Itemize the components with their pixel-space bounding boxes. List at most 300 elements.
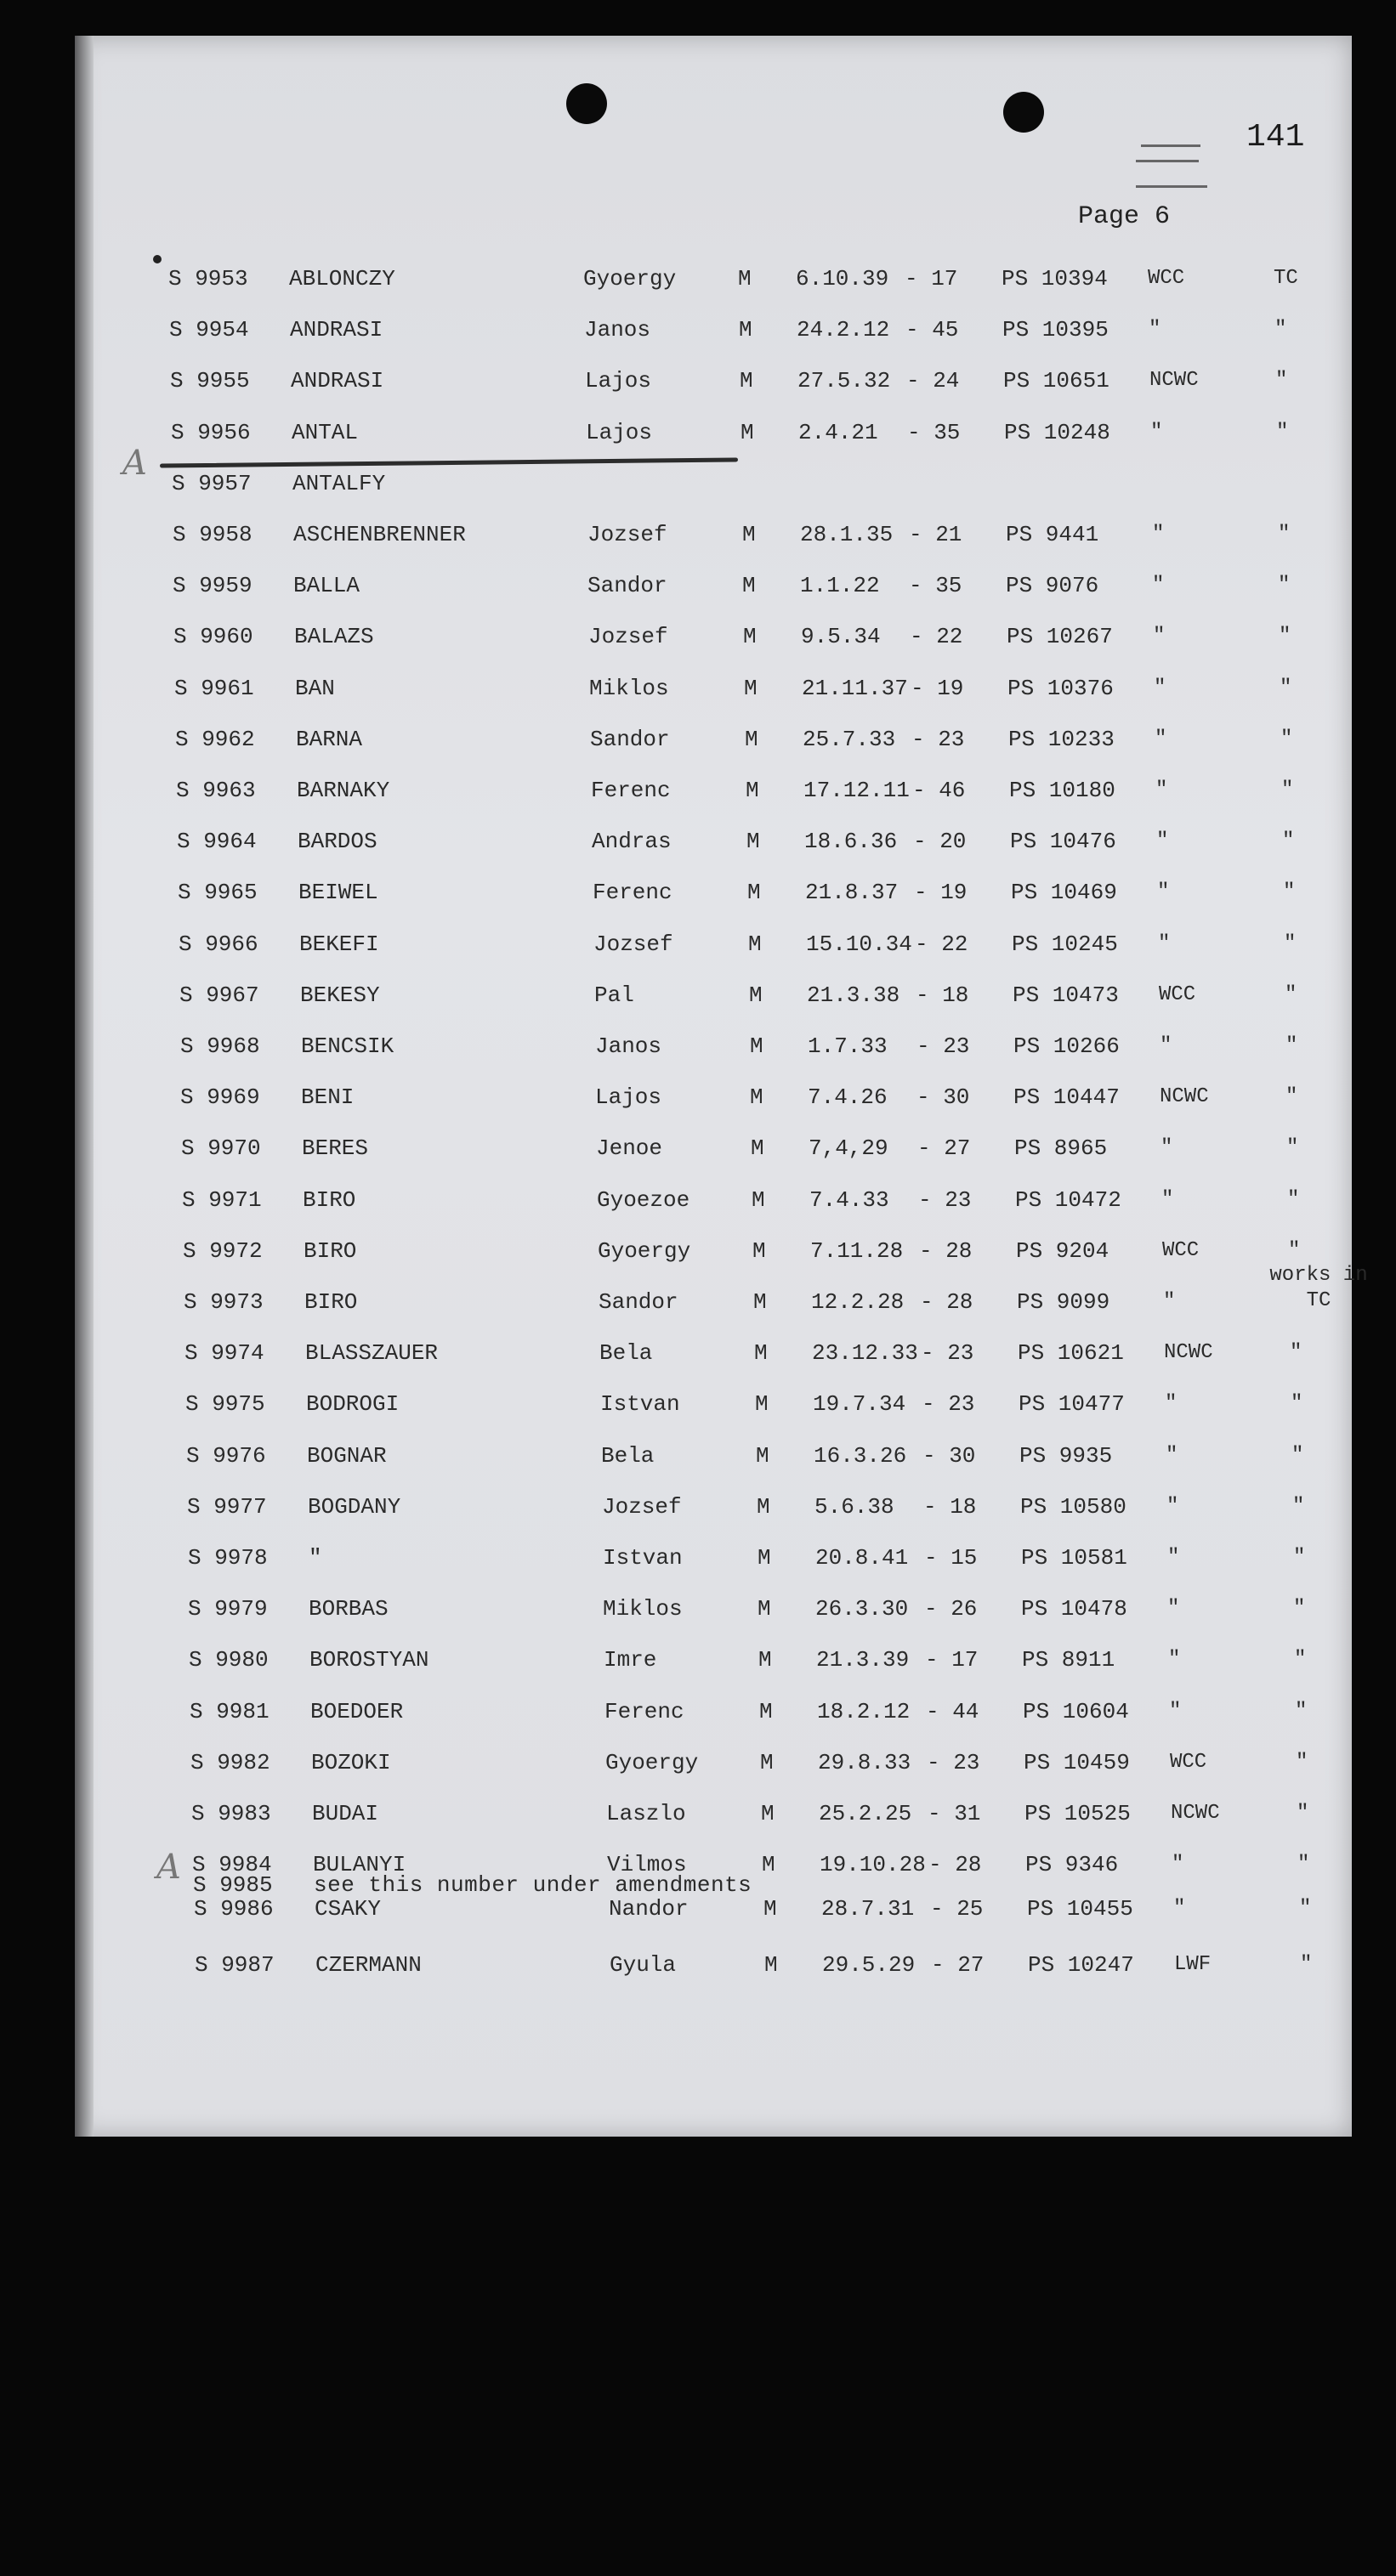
stamp-mark <box>1141 144 1200 147</box>
cell-dob: 7,4,29 <box>809 1135 888 1161</box>
cell-surname: BUDAI <box>312 1801 379 1826</box>
cell-given: Jozsef <box>593 931 673 957</box>
cell-id: S 9985 <box>193 1872 273 1898</box>
cell-org: " <box>1155 778 1168 801</box>
cell-place: " <box>1285 1085 1298 1108</box>
cell-given: Miklos <box>589 676 669 701</box>
cell-org: " <box>1161 1188 1174 1211</box>
cell-surname: BOROSTYAN <box>309 1647 429 1673</box>
cell-org: WCC <box>1170 1751 1207 1774</box>
cell-ps: PS 10455 <box>1027 1896 1133 1922</box>
cell-sex: M <box>749 982 763 1008</box>
cell-id: S 9979 <box>188 1596 268 1622</box>
cell-dob: 2.4.21 <box>798 420 878 445</box>
margin-mark-a: A <box>156 1848 181 1887</box>
cell-id: S 9972 <box>183 1238 263 1264</box>
cell-dob: 21.8.37 <box>805 880 899 905</box>
cell-dob: 29.8.33 <box>818 1750 911 1775</box>
cell-dob: 25.7.33 <box>803 727 896 752</box>
cell-surname: " <box>309 1545 322 1571</box>
cell-place: " <box>1288 1239 1301 1262</box>
cell-age: - 35 <box>907 420 961 445</box>
cell-age: - 23 <box>922 1391 975 1417</box>
cell-id: S 9966 <box>179 931 258 957</box>
cell-ps: PS 10180 <box>1009 778 1115 803</box>
cell-given: Imre <box>604 1647 657 1673</box>
cell-sex: M <box>748 931 762 957</box>
cell-given: Jenoe <box>596 1135 663 1161</box>
cell-org: " <box>1169 1700 1182 1723</box>
cell-place: " <box>1293 1597 1306 1620</box>
cell-age: - 18 <box>916 982 969 1008</box>
cell-given: Lajos <box>586 420 653 445</box>
cell-given: Sandor <box>587 573 667 598</box>
cell-sex: M <box>747 880 761 905</box>
cell-id: S 9973 <box>184 1289 264 1315</box>
cell-ps: PS 9346 <box>1025 1852 1119 1877</box>
table-row <box>75 1234 1352 1277</box>
cell-surname: BLASSZAUER <box>305 1340 439 1366</box>
cell-place: " <box>1275 369 1288 392</box>
cell-dob: 1.7.33 <box>808 1033 888 1059</box>
cell-org: WCC <box>1148 267 1185 290</box>
cell-org: WCC <box>1159 983 1196 1006</box>
cell-surname: CZERMANN <box>315 1952 422 1978</box>
punch-hole-right <box>1003 92 1044 133</box>
table-row <box>75 1541 1352 1583</box>
cell-org: " <box>1166 1444 1178 1467</box>
cell-place: " <box>1283 880 1296 903</box>
cell-ps: PS 10477 <box>1019 1391 1125 1417</box>
cell-surname: BOGNAR <box>307 1443 387 1469</box>
cell-age: - 28 <box>928 1852 982 1877</box>
cell-place: " <box>1285 983 1297 1006</box>
cell-age: - 17 <box>905 266 958 292</box>
cell-age: - 27 <box>931 1952 985 1978</box>
cell-org: " <box>1173 1897 1186 1920</box>
cell-sex: M <box>758 1596 771 1622</box>
cell-age: - 23 <box>911 727 965 752</box>
cell-id: S 9981 <box>190 1699 270 1724</box>
cell-age: - 46 <box>912 778 966 803</box>
cell-given: Gyoezoe <box>597 1187 690 1213</box>
cell-age: - 44 <box>926 1699 979 1724</box>
cell-org: NCWC <box>1149 369 1199 392</box>
cell-place: " <box>1285 1034 1298 1057</box>
cell-place: " <box>1292 1495 1305 1518</box>
cell-given: Jozsef <box>602 1494 682 1520</box>
table-row <box>75 1131 1352 1174</box>
cell-age: - 30 <box>922 1443 976 1469</box>
cell-age: - 19 <box>914 880 968 905</box>
cell-place: " <box>1293 1546 1306 1569</box>
cell-id: S 9975 <box>185 1391 265 1417</box>
cell-age: - 45 <box>905 317 959 343</box>
table-row <box>75 927 1352 970</box>
cell-age: - 35 <box>909 573 962 598</box>
cell-place: " <box>1287 1188 1300 1211</box>
cell-surname: ASCHENBRENNER <box>293 522 466 547</box>
cell-place: " <box>1282 829 1295 852</box>
cell-sex: M <box>756 1443 769 1469</box>
cell-ps: PS 10604 <box>1023 1699 1129 1724</box>
cell-surname: BIRO <box>304 1289 358 1315</box>
cell-surname: ANTAL <box>292 420 359 445</box>
cell-dob: 23.12.33 <box>812 1340 918 1366</box>
cell-age: - 23 <box>921 1340 974 1366</box>
cell-sex: M <box>740 368 753 393</box>
page-number: 141 <box>1246 119 1305 156</box>
cell-org: " <box>1154 677 1166 699</box>
cell-org: " <box>1156 829 1169 852</box>
cell-dob: 1.1.22 <box>800 573 880 598</box>
cell-sex: M <box>764 1952 778 1978</box>
cell-sex: M <box>745 727 758 752</box>
cell-place: " <box>1297 1802 1309 1825</box>
cell-org: " <box>1160 1136 1173 1159</box>
cell-given: Lajos <box>585 368 652 393</box>
cell-given: Ferenc <box>604 1699 684 1724</box>
cell-surname: BORBAS <box>309 1596 389 1622</box>
cell-ps: PS 10459 <box>1024 1750 1130 1775</box>
cell-ps: PS 10267 <box>1007 624 1113 649</box>
cell-age: - 26 <box>924 1596 978 1622</box>
cell-ps: PS 10376 <box>1007 676 1114 701</box>
cell-dob: 17.12.11 <box>803 778 910 803</box>
cell-org: " <box>1167 1597 1180 1620</box>
cell-surname: BALLA <box>293 573 360 598</box>
table-row <box>75 1797 1352 1839</box>
cell-id: S 9954 <box>169 317 249 343</box>
cell-dob: 15.10.34 <box>806 931 912 957</box>
cell-dob: 6.10.39 <box>796 266 889 292</box>
cell-id: S 9957 <box>172 471 252 496</box>
cell-sex: M <box>750 1084 763 1110</box>
cell-ps: PS 8965 <box>1014 1135 1108 1161</box>
cell-ps: PS 9204 <box>1016 1238 1109 1264</box>
cell-place: " <box>1280 728 1293 750</box>
cell-place: " <box>1284 932 1297 955</box>
cell-id: S 9962 <box>175 727 255 752</box>
cell-org: " <box>1153 625 1166 648</box>
cell-id: S 9983 <box>191 1801 271 1826</box>
cell-given: Lajos <box>595 1084 662 1110</box>
cell-sex: M <box>760 1750 774 1775</box>
cell-dob: 7.11.28 <box>810 1238 904 1264</box>
cell-ps: PS 10473 <box>1013 982 1119 1008</box>
cell-id: S 9982 <box>190 1750 270 1775</box>
cell-ps: PS 10581 <box>1021 1545 1127 1571</box>
cell-dob: 26.3.30 <box>815 1596 909 1622</box>
cell-id: S 9958 <box>173 522 253 547</box>
cell-surname: BULANYI <box>313 1852 406 1877</box>
cell-dob: 21.11.37 <box>802 676 908 701</box>
cell-ps: PS 10248 <box>1004 420 1110 445</box>
cell-place: " <box>1279 625 1291 648</box>
cell-dob: 21.3.39 <box>816 1647 910 1673</box>
table-row <box>75 364 1352 406</box>
cell-age: - 28 <box>920 1289 973 1315</box>
cell-id: S 9984 <box>192 1852 272 1877</box>
cell-org: NCWC <box>1160 1085 1209 1108</box>
cell-surname: BENCSIK <box>301 1033 394 1059</box>
cell-id: S 9959 <box>173 573 253 598</box>
cell-surname: BOGDANY <box>308 1494 401 1520</box>
document-page <box>75 36 1368 2137</box>
table-row <box>75 1387 1352 1430</box>
cell-given: Ferenc <box>593 880 672 905</box>
table-row <box>75 1892 1352 1934</box>
cell-place: " <box>1294 1648 1307 1671</box>
cell-place: " <box>1295 1700 1308 1723</box>
cell-place: " <box>1297 1853 1310 1876</box>
table-row <box>75 1948 1352 1990</box>
cell-age: - 24 <box>906 368 960 393</box>
cell-given: Bela <box>601 1443 655 1469</box>
cell-id: S 9964 <box>177 829 257 854</box>
cell-age: - 22 <box>915 931 968 957</box>
cell-place: " <box>1274 318 1287 341</box>
cell-sex: M <box>742 522 756 547</box>
cell-given: Istvan <box>600 1391 680 1417</box>
cell-given: Istvan <box>603 1545 683 1571</box>
cell-age: - 22 <box>910 624 963 649</box>
cell-place: " <box>1281 778 1294 801</box>
table-row <box>75 671 1352 714</box>
cell-org: LWF <box>1174 1953 1212 1976</box>
cell-org: " <box>1158 932 1171 955</box>
cell-place: " <box>1276 421 1289 444</box>
cell-age: - 25 <box>930 1896 984 1922</box>
table-row <box>75 1264 1368 1328</box>
cell-given: Gyula <box>610 1952 677 1978</box>
cell-ps: PS 10478 <box>1021 1596 1127 1622</box>
cell-given: Gyoergy <box>583 266 677 292</box>
cell-given: Nandor <box>609 1896 689 1922</box>
cell-dob: 18.2.12 <box>817 1699 911 1724</box>
cell-sex: M <box>753 1289 767 1315</box>
cell-surname: BARDOS <box>298 829 377 854</box>
cell-org: " <box>1168 1648 1181 1671</box>
amendment-note: see this number under amendments <box>314 1872 752 1898</box>
cell-id: S 9963 <box>176 778 256 803</box>
table-row <box>75 518 1352 560</box>
cell-id: S 9967 <box>179 982 259 1008</box>
cell-place: TC <box>1274 267 1298 290</box>
cell-sex: M <box>751 1135 764 1161</box>
cell-sex: M <box>758 1545 771 1571</box>
cell-ps: PS 10476 <box>1010 829 1116 854</box>
cell-surname: BIRO <box>303 1187 356 1213</box>
cell-org: " <box>1155 728 1167 750</box>
cell-surname: ABLONCZY <box>289 266 395 292</box>
cell-ps: PS 10247 <box>1028 1952 1134 1978</box>
cell-org: " <box>1166 1495 1179 1518</box>
cell-ps: PS 10472 <box>1015 1187 1121 1213</box>
cell-place: " <box>1296 1751 1308 1774</box>
cell-sex: M <box>750 1033 763 1059</box>
cell-given: Laszlo <box>606 1801 686 1826</box>
cell-sex: M <box>739 317 752 343</box>
cell-surname: BOEDOER <box>310 1699 404 1724</box>
cell-given: Sandor <box>590 727 670 752</box>
cell-place: " <box>1291 1392 1303 1415</box>
table-row <box>75 1643 1352 1685</box>
table-row <box>75 467 1352 509</box>
cell-org: " <box>1160 1034 1172 1057</box>
cell-id: S 9974 <box>184 1340 264 1366</box>
cell-org: " <box>1163 1290 1176 1313</box>
cell-org: " <box>1150 421 1163 444</box>
cell-given: Andras <box>592 829 672 854</box>
cell-id: S 9976 <box>186 1443 266 1469</box>
cell-sex: M <box>741 420 754 445</box>
page-label: Page 6 <box>1078 202 1171 231</box>
cell-org: " <box>1152 523 1165 546</box>
cell-sex: M <box>752 1187 765 1213</box>
cell-ps: PS 10395 <box>1002 317 1109 343</box>
table-row <box>75 1183 1352 1226</box>
cell-sex: M <box>761 1801 775 1826</box>
cell-id: S 9980 <box>189 1647 269 1673</box>
cell-age: - 20 <box>913 829 967 854</box>
cell-sex: M <box>738 266 752 292</box>
margin-mark-a: A <box>122 444 147 483</box>
table-row <box>75 1695 1352 1737</box>
table-row <box>75 262 1352 304</box>
cell-ps: PS 10447 <box>1013 1084 1120 1110</box>
cell-place: " <box>1291 1444 1304 1467</box>
cell-id: S 9970 <box>181 1135 261 1161</box>
cell-id: S 9955 <box>170 368 250 393</box>
punch-hole-left <box>566 83 607 124</box>
cell-dob: 24.2.12 <box>797 317 890 343</box>
cell-ps: PS 9441 <box>1006 522 1099 547</box>
cell-sex: M <box>742 573 756 598</box>
cell-dob: 12.2.28 <box>811 1289 905 1315</box>
cell-sex: M <box>743 624 757 649</box>
cell-dob: 28.7.31 <box>821 1896 915 1922</box>
cell-surname: BARNAKY <box>297 778 390 803</box>
cell-given: Pal <box>594 982 634 1008</box>
cell-given: Bela <box>599 1340 653 1366</box>
cell-given: Jozsef <box>587 522 667 547</box>
cell-age: - 23 <box>927 1750 980 1775</box>
table-row <box>75 620 1352 662</box>
cell-age: - 27 <box>917 1135 971 1161</box>
table-row <box>75 773 1352 816</box>
cell-surname: BEKEFI <box>299 931 379 957</box>
cell-org: NCWC <box>1164 1341 1213 1364</box>
cell-place: " <box>1280 677 1292 699</box>
cell-surname: BODROGI <box>306 1391 400 1417</box>
cell-id: S 9977 <box>187 1494 267 1520</box>
cell-age: - 23 <box>916 1033 970 1059</box>
cell-given: Gyoergy <box>605 1750 699 1775</box>
cell-given: Janos <box>584 317 651 343</box>
cell-age: - 30 <box>916 1084 970 1110</box>
cell-ps: PS 9099 <box>1017 1289 1110 1315</box>
table-row <box>75 978 1352 1021</box>
cell-age: - 23 <box>918 1187 972 1213</box>
cell-sex: M <box>757 1494 770 1520</box>
cell-dob: 27.5.32 <box>797 368 891 393</box>
cell-id: S 9971 <box>182 1187 262 1213</box>
cell-surname: ANDRASI <box>291 368 384 393</box>
cell-ps: PS 10621 <box>1018 1340 1124 1366</box>
cell-sex: M <box>762 1852 775 1877</box>
cell-sex: M <box>763 1896 777 1922</box>
stamp-mark <box>1136 185 1207 188</box>
cell-place: " <box>1278 574 1291 597</box>
table-row <box>75 1746 1352 1788</box>
cell-given: Gyoergy <box>598 1238 691 1264</box>
cell-ps: PS 10394 <box>1002 266 1108 292</box>
cell-surname: ANDRASI <box>290 317 383 343</box>
cell-id: S 9961 <box>174 676 254 701</box>
cell-org: " <box>1172 1853 1184 1876</box>
table-row <box>75 824 1352 867</box>
cell-sex: M <box>746 778 759 803</box>
cell-sex: M <box>754 1340 768 1366</box>
table-row <box>75 569 1352 611</box>
cell-sex: M <box>746 829 760 854</box>
cell-given: Vilmos <box>607 1852 687 1877</box>
cell-id: S 9953 <box>168 266 248 292</box>
cell-id: S 9987 <box>195 1952 275 1978</box>
table-row <box>75 1029 1352 1072</box>
cell-dob: 19.10.28 <box>820 1852 926 1877</box>
cell-ps: PS 10469 <box>1011 880 1117 905</box>
cell-surname: BERES <box>302 1135 369 1161</box>
cell-id: S 9969 <box>180 1084 260 1110</box>
table-row <box>75 875 1352 918</box>
cell-age: - 28 <box>919 1238 973 1264</box>
cell-age: - 17 <box>925 1647 979 1673</box>
cell-place: " <box>1300 1953 1313 1976</box>
cell-place: " <box>1278 523 1291 546</box>
cell-org: " <box>1149 318 1161 341</box>
cell-age: - 19 <box>911 676 964 701</box>
cell-ps: PS 10266 <box>1013 1033 1120 1059</box>
cell-ps: PS 8911 <box>1022 1647 1115 1673</box>
cell-given: Ferenc <box>591 778 671 803</box>
cell-dob: 25.2.25 <box>819 1801 912 1826</box>
cell-surname: CSAKY <box>315 1896 382 1922</box>
cell-org: " <box>1157 880 1170 903</box>
cell-surname: BAN <box>295 676 335 701</box>
cell-id: S 9986 <box>194 1896 274 1922</box>
cell-place: " <box>1286 1136 1299 1159</box>
stamp-mark <box>1136 160 1199 162</box>
cell-ps: PS 9076 <box>1006 573 1099 598</box>
cell-sex: M <box>755 1391 769 1417</box>
table-row <box>75 1080 1352 1123</box>
cell-id: S 9968 <box>180 1033 260 1059</box>
cell-dob: 29.5.29 <box>822 1952 916 1978</box>
cell-org: " <box>1165 1392 1178 1415</box>
cell-ps: PS 10651 <box>1003 368 1109 393</box>
cell-given: Sandor <box>599 1289 678 1315</box>
table-row <box>75 1490 1352 1532</box>
cell-place: " <box>1299 1897 1312 1920</box>
cell-given: Janos <box>595 1033 662 1059</box>
cell-place: " <box>1290 1341 1302 1364</box>
cell-age: - 31 <box>928 1801 981 1826</box>
table-row <box>75 1336 1352 1379</box>
table-row <box>75 722 1352 765</box>
cell-id: S 9978 <box>188 1545 268 1571</box>
